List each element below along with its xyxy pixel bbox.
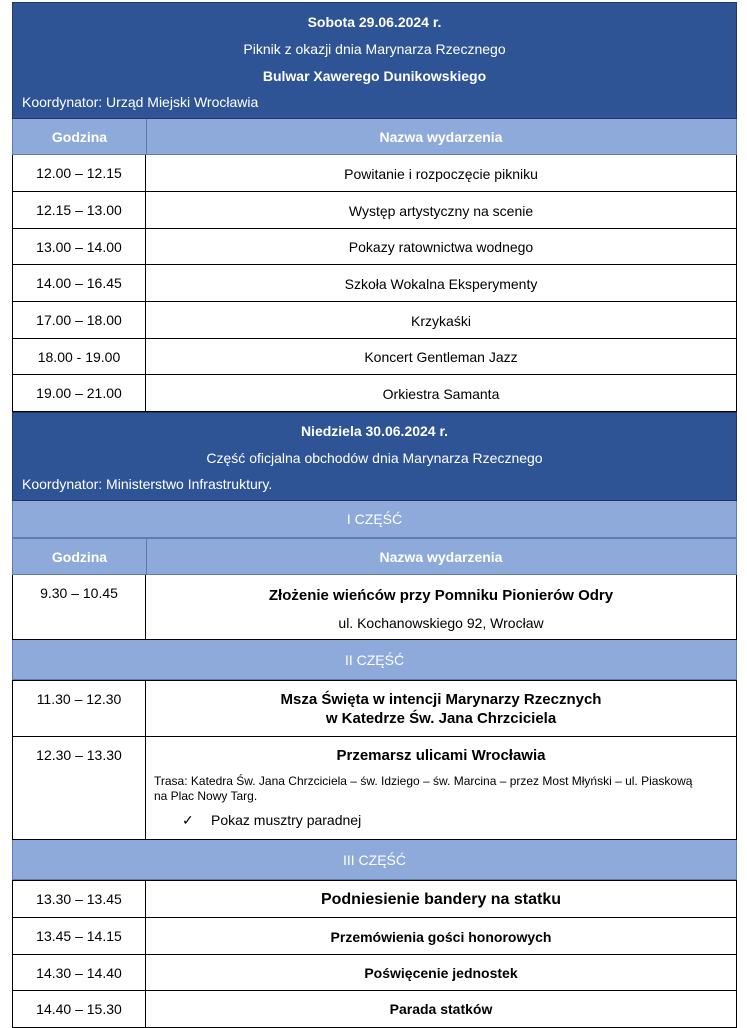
row-time: 12.15 – 13.00 (13, 192, 146, 228)
table-row (12, 918, 737, 955)
column-header-name: Nazwa wydarzenia (379, 548, 503, 565)
row-time: 17.00 – 18.00 (13, 302, 146, 338)
row-time: 13.30 – 13.45 (13, 881, 146, 917)
row-name: Krzykaśki (411, 313, 471, 329)
table-row (12, 575, 737, 640)
row-time: 14.30 – 14.40 (13, 955, 146, 990)
part1-title: I CZĘŚĆ (346, 511, 403, 527)
saturday-date: Sobota 29.06.2024 r. (307, 14, 442, 30)
column-header-name: Nazwa wydarzenia (379, 128, 503, 145)
row-name: Poświęcenie jednostek (364, 965, 518, 981)
row-name: Msza Święta w intencji Marynarzy Rzecznych (280, 691, 602, 708)
part2-title-bar (12, 640, 737, 680)
saturday-coordinator: Koordynator: Urząd Miejski Wrocławia (22, 94, 259, 110)
row-name: Podniesienie bandery na statku (320, 891, 562, 908)
row-time: 11.30 – 12.30 (13, 681, 146, 736)
column-header-time: Godzina (13, 539, 147, 574)
table-row (12, 192, 737, 229)
row-time: 19.00 – 21.00 (13, 375, 146, 411)
row-time: 13.00 – 14.00 (13, 229, 146, 264)
row-name: Szkoła Wokalna Eksperymenty (344, 276, 538, 292)
row-name: Koncert Gentleman Jazz (364, 349, 518, 365)
row-name: Pokazy ratownictwa wodnego (348, 239, 534, 255)
route-description: Trasa: Katedra Św. Jana Chrzciciela – św. Idziego – św. Marcina – przez Most Młyński – ul. Piaskową na Plac Nowy Targ. (154, 774, 693, 803)
row-name: Powitanie i rozpoczęcie pikniku (344, 166, 538, 182)
saturday-column-header (12, 119, 737, 155)
checklist-item (182, 812, 361, 829)
sunday-header (12, 412, 737, 501)
table-row (12, 737, 737, 840)
part3-title: III CZĘŚĆ (342, 851, 406, 868)
row-time: 9.30 – 10.45 (13, 575, 146, 639)
table-row (12, 265, 737, 302)
row-name: Przemarsz ulicami Wrocławia (336, 747, 546, 764)
table-row (12, 339, 737, 375)
row-name: Orkiestra Samanta (382, 386, 500, 402)
saturday-event-title: Piknik z okazji dnia Marynarza Rzecznego (243, 41, 506, 57)
table-row (12, 302, 737, 339)
sunday-event-title: Część oficjalna obchodów dnia Marynarza Rzecznego (206, 450, 543, 466)
table-row (12, 680, 737, 737)
row-name: Występ artystyczny na scenie (348, 203, 534, 219)
row-name: Parada statków (389, 1001, 493, 1017)
table-row (12, 155, 737, 192)
row-name-line2: w Katedrze Św. Jana Chrzciciela (325, 710, 557, 727)
row-time: 12.30 – 13.30 (13, 737, 146, 839)
column-header-time: Godzina (13, 119, 147, 154)
row-time: 13.45 – 14.15 (13, 918, 146, 954)
saturday-header (12, 2, 737, 119)
row-name: Złożenie wieńców przy Pomniku Pionierów Odry (268, 587, 614, 604)
saturday-place: Bulwar Xawerego Dunikowskiego (262, 68, 487, 84)
table-row (12, 880, 737, 918)
row-time: 12.00 – 12.15 (13, 155, 146, 191)
sunday-column-header (12, 538, 737, 575)
sunday-coordinator: Koordynator: Ministerstwo Infrastruktury. (22, 476, 273, 492)
check-icon: ✓ (182, 812, 194, 828)
row-time: 14.40 – 15.30 (13, 991, 146, 1027)
table-row (12, 375, 737, 412)
part2-title: II CZĘŚĆ (344, 651, 405, 668)
sunday-date: Niedziela 30.06.2024 r. (300, 423, 449, 439)
part3-title-bar (12, 840, 737, 880)
row-time: 18.00 - 19.00 (13, 339, 146, 374)
table-row (12, 229, 737, 265)
checklist-item-label: Pokaz musztry paradnej (211, 812, 362, 828)
table-row (12, 955, 737, 991)
part1-title-bar (12, 501, 737, 538)
table-row (12, 991, 737, 1028)
row-time: 14.00 – 16.45 (13, 265, 146, 301)
row-address: ul. Kochanowskiego 92, Wrocław (338, 615, 544, 631)
row-name: Przemówienia gości honorowych (330, 929, 552, 945)
